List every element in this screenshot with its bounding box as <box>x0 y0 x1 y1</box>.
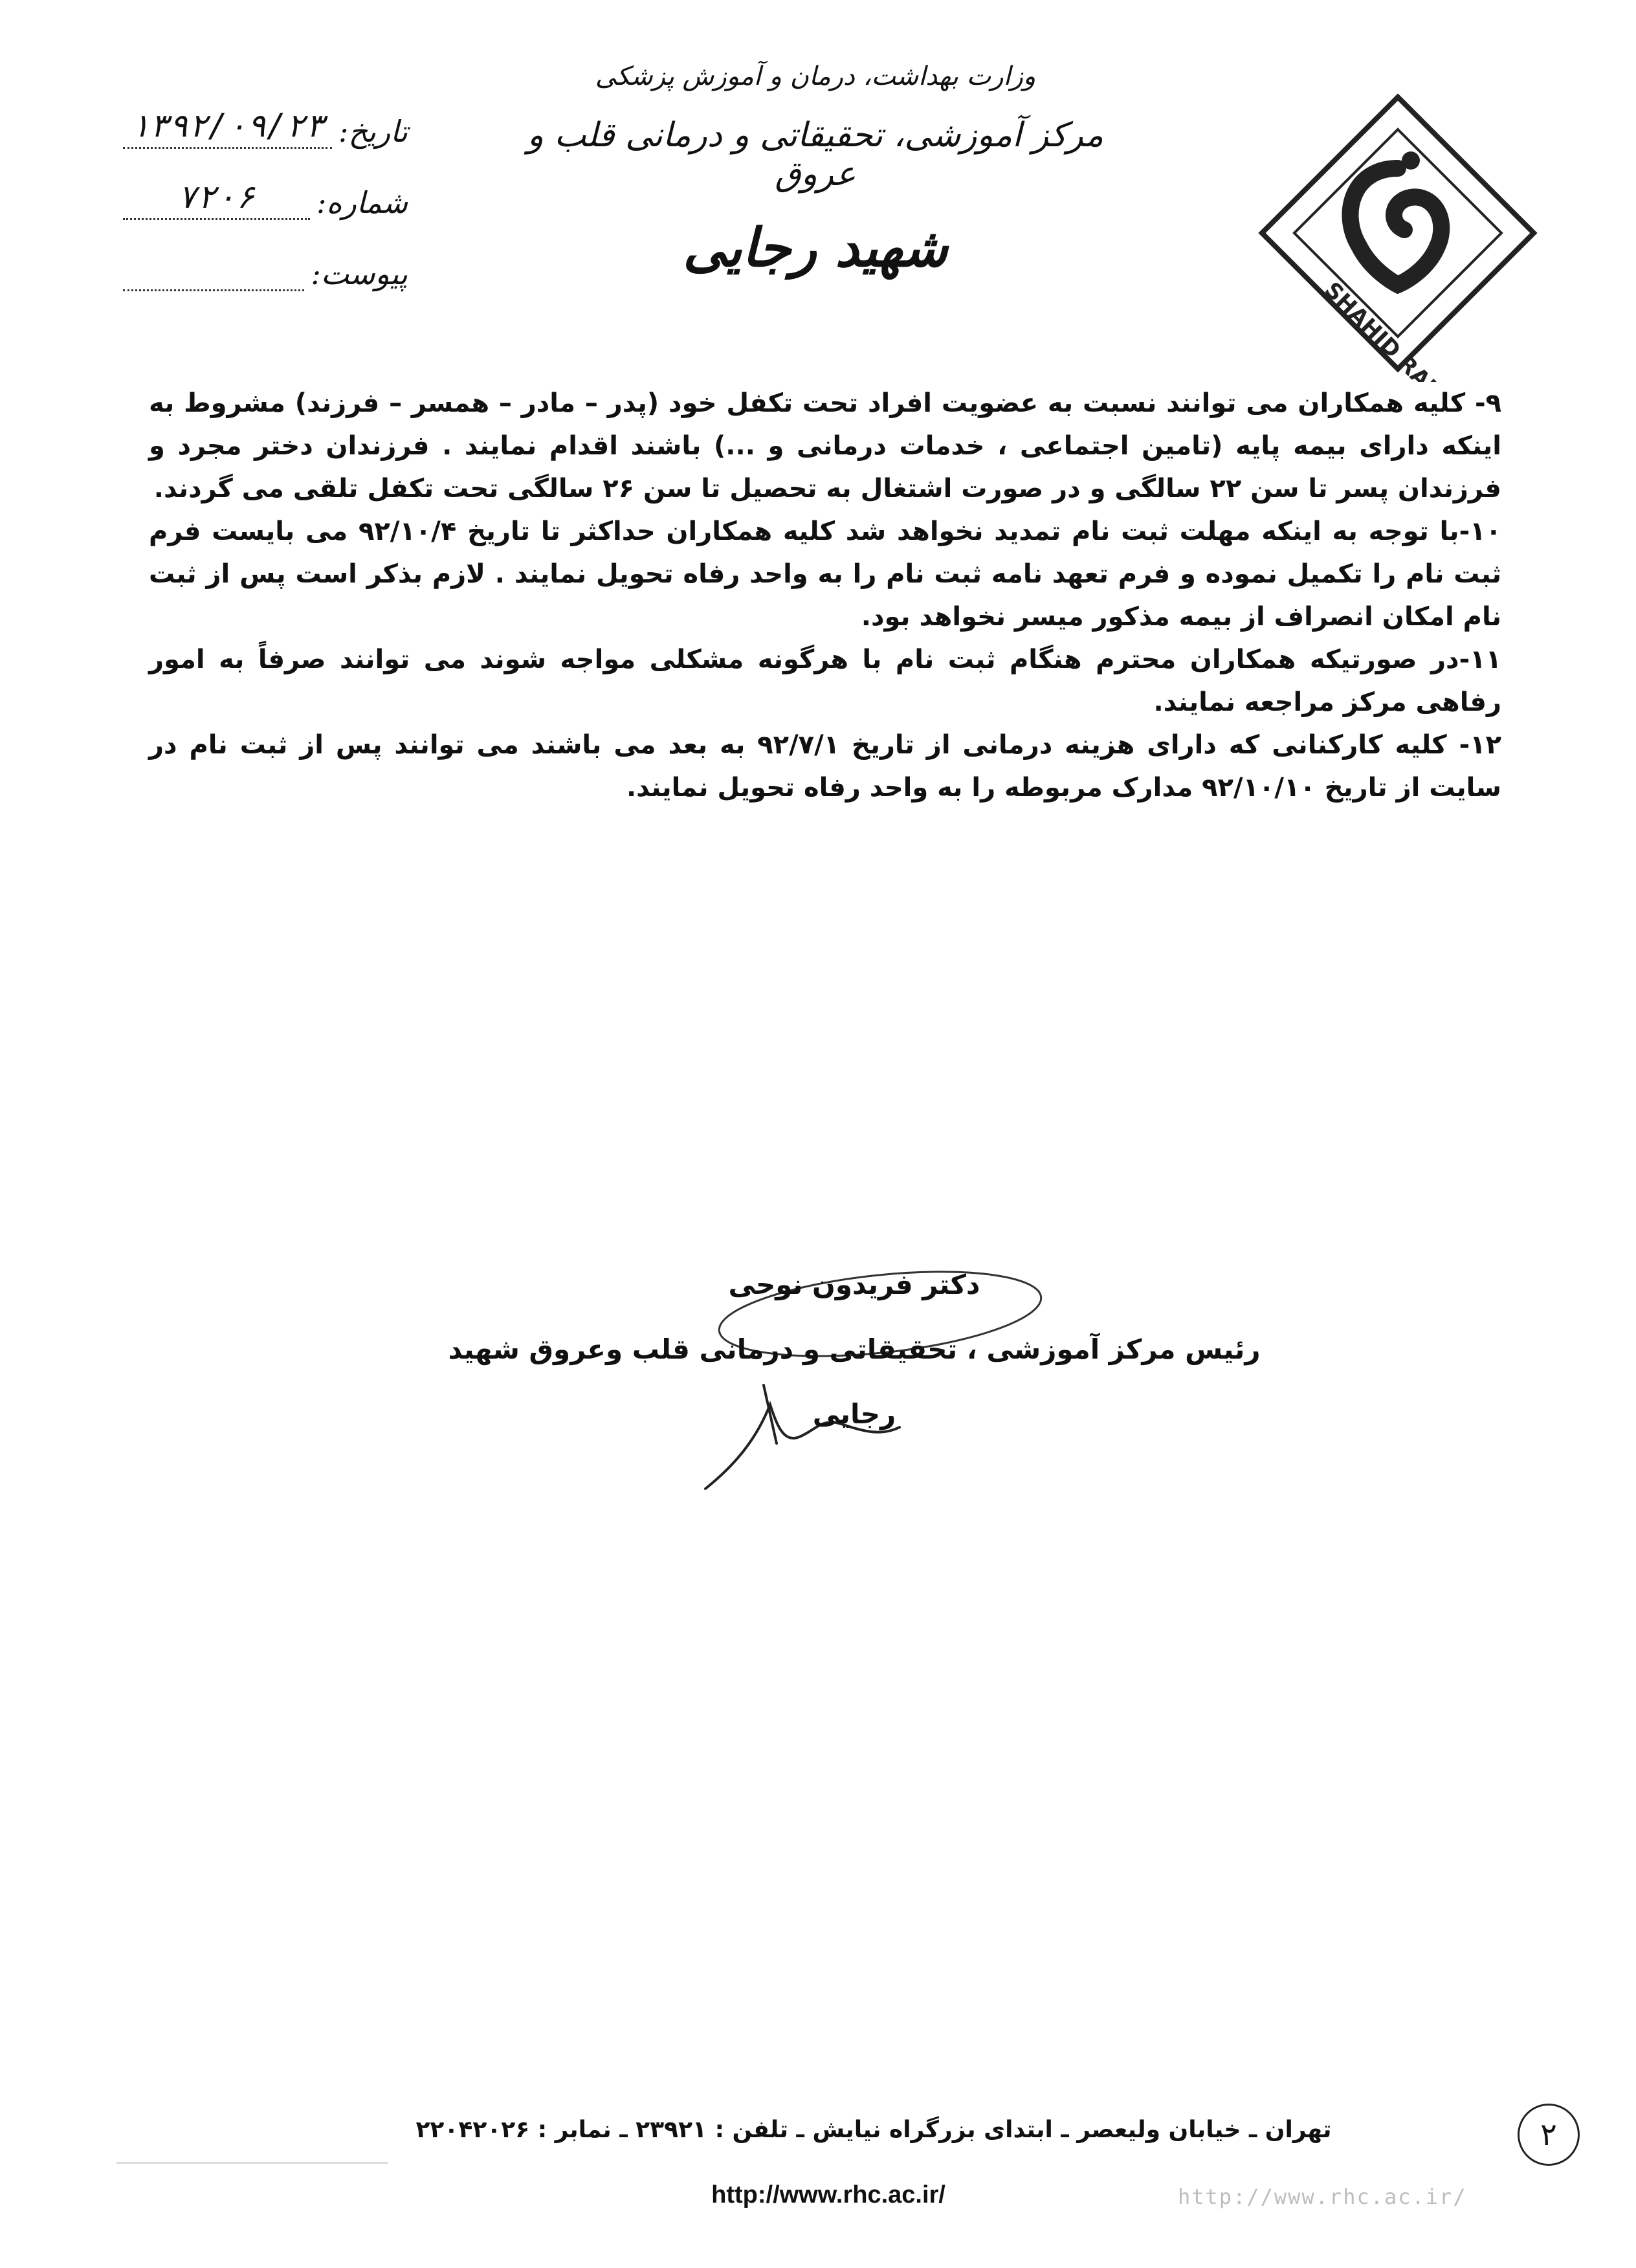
date-value: ۱۳۹۲/۰۹/۲۳ <box>123 107 332 149</box>
signature-block <box>414 1252 1294 1447</box>
center-name: مرکز آموزشی، تحقیقاتی و درمانی قلب و عروق <box>527 116 1104 194</box>
attachment-value <box>123 287 304 291</box>
paragraph-12: ۱۲- کلیه کارکنانی که دارای هزینه درمانی از تاریخ ۹۲/۷/۱ به بعد می باشند می توانند پس از ثبت نام در سایت از تاریخ ۹۲/۱۰/۱۰ مدارک مربوطه را به واحد رفاه تحویل نمایند. <box>149 730 1502 803</box>
footer-divider <box>116 2162 388 2164</box>
paragraph-9: ۹- کلیه همکاران می توانند نسبت به عضویت افراد تحت تکفل خود (پدر – مادر – همسر – فرزند) مشروط به اینکه دارای بیمه پایه (تامین اجتماعی ، خدمات درمانی و ...) باشند اقدام نمایند . فرزندان دختر مجرد و فرزندان پسر تا سن ۲۲ سالگی و در صورت اشتغال به تحصیل تا سن ۲۶ سالگی تحت تکفل تلقی می گردند. <box>149 388 1501 504</box>
paragraph-10: ۱۰-با توجه به اینکه مهلت ثبت نام تمدید نخواهد شد کلیه همکاران حداکثر تا تاریخ ۹۲/۱۰/۴ می بایست فرم ثبت نام را تکمیل نموده و فرم تعهد نامه ثبت نام را به واحد رفاه تحویل نمایند . لازم بذکر است پس از ثبت نام امکان انصراف از بیمه مذکور میسر نخواهد بود. <box>149 517 1501 632</box>
footer-website: http://www.rhc.ac.ir/ <box>711 2181 945 2208</box>
signatory-title: رئیس مرکز آموزشی ، تحقیقاتی و درمانی قلب وعروق شهید رجایی <box>448 1333 1261 1430</box>
paragraph-11: ۱۱-در صورتیکه همکاران محترم هنگام ثبت نام با هرگونه مشکلی مواجه شوند می توانند صرفاً به امور رفاهی مرکز مراجعه نمایند. <box>149 645 1501 717</box>
letter-meta <box>123 78 408 291</box>
logo-text <box>1320 277 1547 382</box>
signatory-name: دکتر فریدون نوحی <box>728 1269 980 1300</box>
number-row <box>123 149 408 220</box>
attachment-label: پیوست: <box>311 256 408 291</box>
date-label: تاریخ: <box>338 114 408 149</box>
faded-website-mark: http://www.rhc.ac.ir/ <box>1178 2185 1467 2209</box>
number-label: شماره: <box>316 185 408 220</box>
date-row <box>123 78 408 149</box>
page-number: ۲ <box>1518 2104 1580 2166</box>
logo-icon <box>1249 84 1547 382</box>
number-value: ۷۲۰۶ <box>123 178 310 220</box>
letter-body <box>149 382 1501 809</box>
heart-center-logo <box>1249 84 1547 382</box>
footer-address: تهران ـ خیابان ولیعصر ـ ابتدای بزرگراه نیایش ـ تلفن : ۲۳۹۲۱ ـ نمابر : ۲۲۰۴۲۰۲۶ <box>415 2117 1332 2143</box>
organization-heading <box>492 61 1139 279</box>
ministry-name: وزارت بهداشت، درمان و آموزش پزشکی <box>595 61 1036 91</box>
hospital-name: شهید رجایی <box>683 217 948 279</box>
attachment-row <box>123 220 408 291</box>
